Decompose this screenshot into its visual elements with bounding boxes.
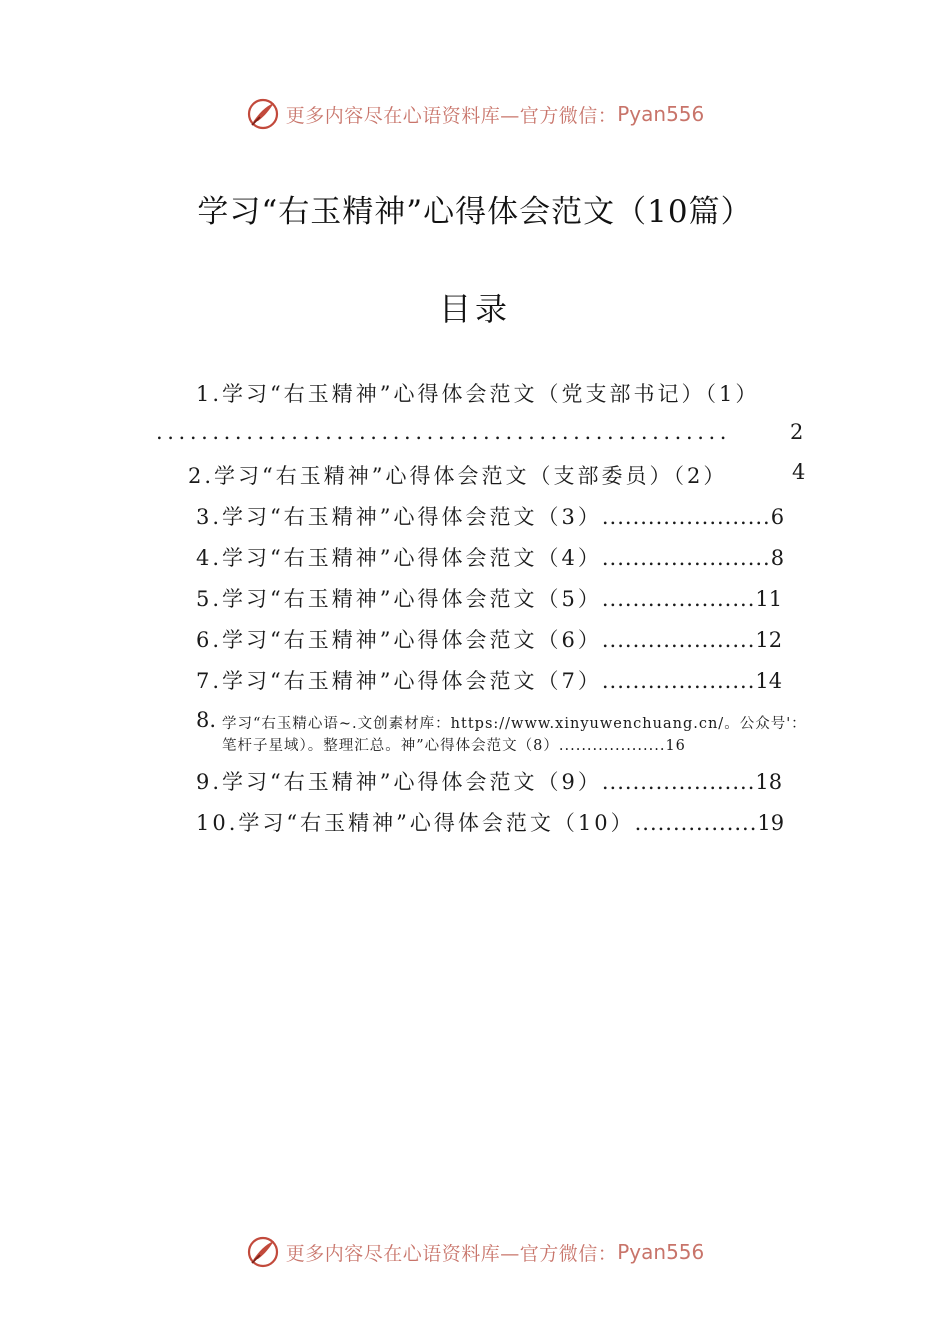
toc-item-label: 7.学习“右玉精神”心得体会范文（7） — [196, 669, 602, 693]
toc-item-label: 5.学习“右玉精神”心得体会范文（5） — [196, 587, 602, 611]
toc-item-5[interactable] — [196, 583, 782, 613]
toc-item-8-line2: 笔杆子星域）。整理汇总。神”心得体会范文（8）...................16 — [222, 738, 686, 754]
toc-page: 6 — [770, 505, 785, 529]
toc-item-9[interactable] — [196, 766, 782, 796]
wechat-id: Pyan556 — [617, 102, 705, 126]
toc-leader: ...................... — [601, 505, 771, 529]
document-title: 学习“右玉精神”心得体会范文（10篇） — [197, 194, 753, 230]
toc-leader: ................ — [634, 811, 758, 835]
toc-leader: .................... — [601, 628, 756, 652]
toc-item-3[interactable] — [196, 501, 784, 531]
wechat-id: Pyan556 — [617, 1240, 705, 1264]
banner-text: 更多内容尽在心语资料库—官方微信： — [285, 104, 618, 127]
toc-item-4[interactable] — [196, 542, 784, 572]
toc-item-8[interactable] — [196, 708, 807, 754]
toc-page: 19 — [757, 811, 785, 835]
toc-item-label: 9.学习“右玉精神”心得体会范文（9） — [196, 770, 602, 794]
toc-item-label: 2.学习“右玉精神”心得体会范文（支部委员）（2） — [188, 464, 728, 488]
toc-item-label: 3.学习“右玉精神”心得体会范文（3） — [196, 505, 602, 529]
toc-item-10[interactable] — [196, 807, 784, 837]
toc-page: 12 — [755, 628, 783, 652]
toc-leader: .................... — [601, 770, 756, 794]
toc-item-label: 1.学习“右玉精神”心得体会范文（党支部书记）（1） — [196, 382, 760, 406]
toc-page: 11 — [755, 587, 783, 611]
toc-leader: .................... — [601, 669, 756, 693]
toc-item-8-line1: 学习“右玉精心语~.文创素材库：https://www.xinyuwenchuang.cn/。公众号'： — [222, 716, 807, 732]
toc-item-1-leader: ................................................... — [156, 420, 732, 444]
toc-page: 14 — [755, 669, 783, 693]
toc-item-1-page: 2 — [790, 420, 804, 444]
toc-item-label: 10.学习“右玉精神”心得体会范文（10） — [196, 811, 635, 835]
toc-item-1[interactable] — [196, 378, 759, 408]
quill-logo-icon — [246, 1235, 280, 1269]
toc-item-label: 4.学习“右玉精神”心得体会范文（4） — [196, 546, 602, 570]
banner-text: 更多内容尽在心语资料库—官方微信： — [285, 1242, 618, 1265]
footer-banner — [0, 1232, 950, 1272]
toc-leader: ...................... — [601, 546, 771, 570]
toc-item-6[interactable] — [196, 624, 782, 654]
toc-page: 8 — [770, 546, 785, 570]
toc-item-label: 6.学习“右玉精神”心得体会范文（6） — [196, 628, 602, 652]
toc-item-7[interactable] — [196, 665, 782, 695]
toc-page: 18 — [755, 770, 783, 794]
toc-item-2-page: 4 — [792, 460, 806, 484]
toc-item-2[interactable] — [188, 460, 727, 490]
toc-item-number: 8. — [196, 708, 217, 732]
toc-heading: 目录 — [438, 290, 511, 328]
toc-leader: .................... — [601, 587, 756, 611]
